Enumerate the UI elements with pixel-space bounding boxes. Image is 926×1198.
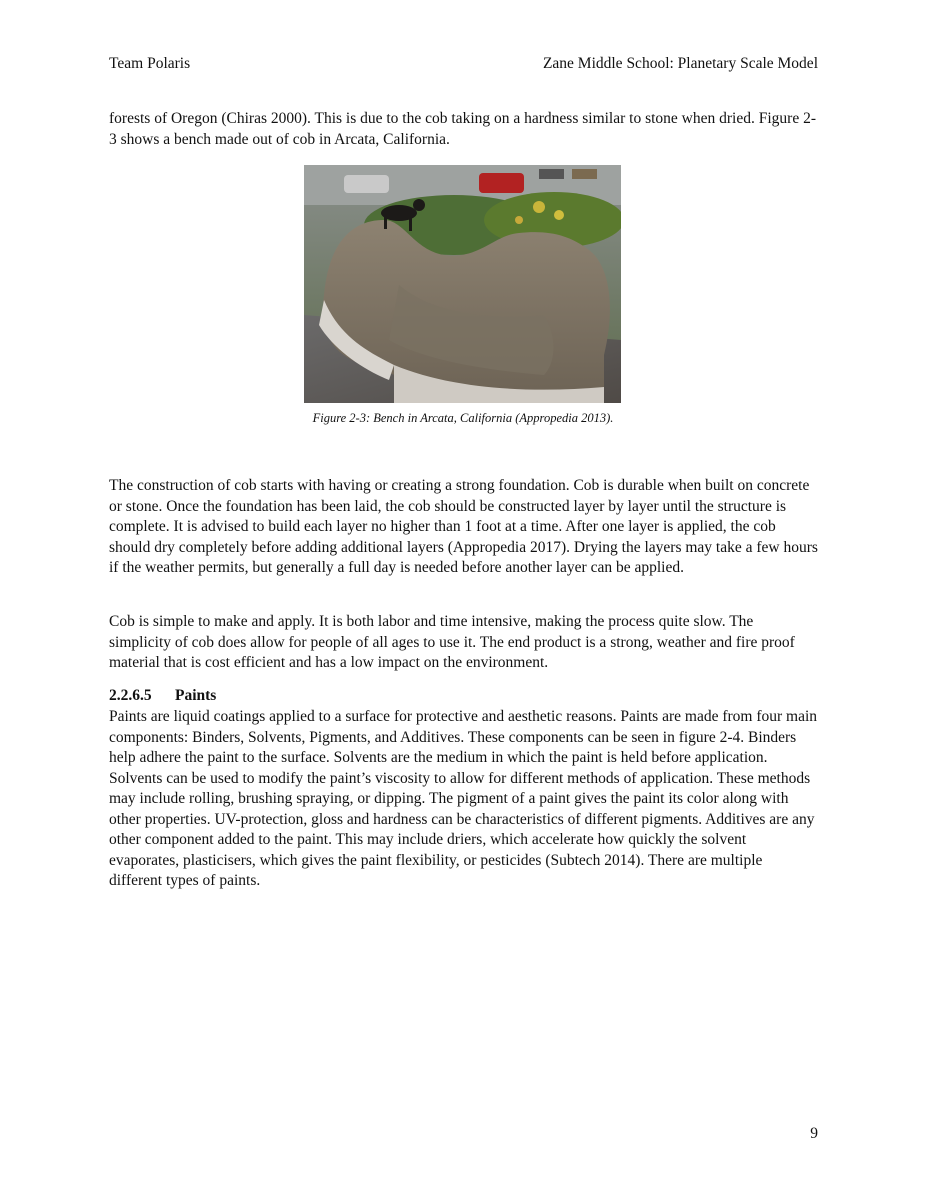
section-title: Paints <box>175 687 217 704</box>
section-number: 2.2.6.5 <box>109 687 152 704</box>
section-heading <box>109 686 819 707</box>
paragraph-construction: The construction of cob starts with having or creating a strong foundation. Cob is durable when built on concrete or stone. Once the foundation has been laid, the cob should be constructed layer by layer until the structure is complete. It is advised to build each layer no higher than 1 foot at a time. After one layer is applied, the cob should dry completely before adding additional layers (Appropedia 2017). Drying the layers may take a few hours if the weather permits, but generally a full day is needed before another layer can be applied. <box>109 477 818 576</box>
cob-bench-photo <box>304 165 621 403</box>
paragraph-paints: Paints are liquid coatings applied to a surface for protective and aesthetic reasons. Paints are made from four main components: Binders, Solvents, Pigments, and Additives. These components can be seen in figure 2-4. Binders help adhere the paint to the surface. Solvents are the medium in which the paint is held before application. Solvents can be used to modify the paint’s viscosity to allow for different methods of application. These methods may include rolling, brushing spraying, or dipping. The pigment of a paint gives the paint its color along with other properties. UV-protection, gloss and hardness can be characteristics of different pigments. Additives are any other component added to the paint. This may include driers, which accelerate how quickly the solvent evaporates, plasticisers, which gives the paint flexibility, or pesticides (Subtech 2014). There are multiple different types of paints. <box>109 708 818 889</box>
page-number: 9 <box>810 1125 818 1142</box>
header-left: Team Polaris <box>109 55 191 72</box>
figure-caption: Figure 2-3: Bench in Arcata, California (Appropedia 2013). <box>312 411 614 425</box>
header-right: Zane Middle School: Planetary Scale Model <box>542 55 818 72</box>
paragraph-intro: forests of Oregon (Chiras 2000). This is due to the cob taking on a hardness similar to stone when dried. Figure 2-3 shows a bench made out of cob in Arcata, California. <box>109 110 816 148</box>
paragraph-simplicity: Cob is simple to make and apply. It is both labor and time intensive, making the process quite slow. The simplicity of cob does allow for people of all ages to use it. The end product is a strong, weather and fire proof material that is cost efficient and has a low impact on the environment. <box>109 613 795 671</box>
